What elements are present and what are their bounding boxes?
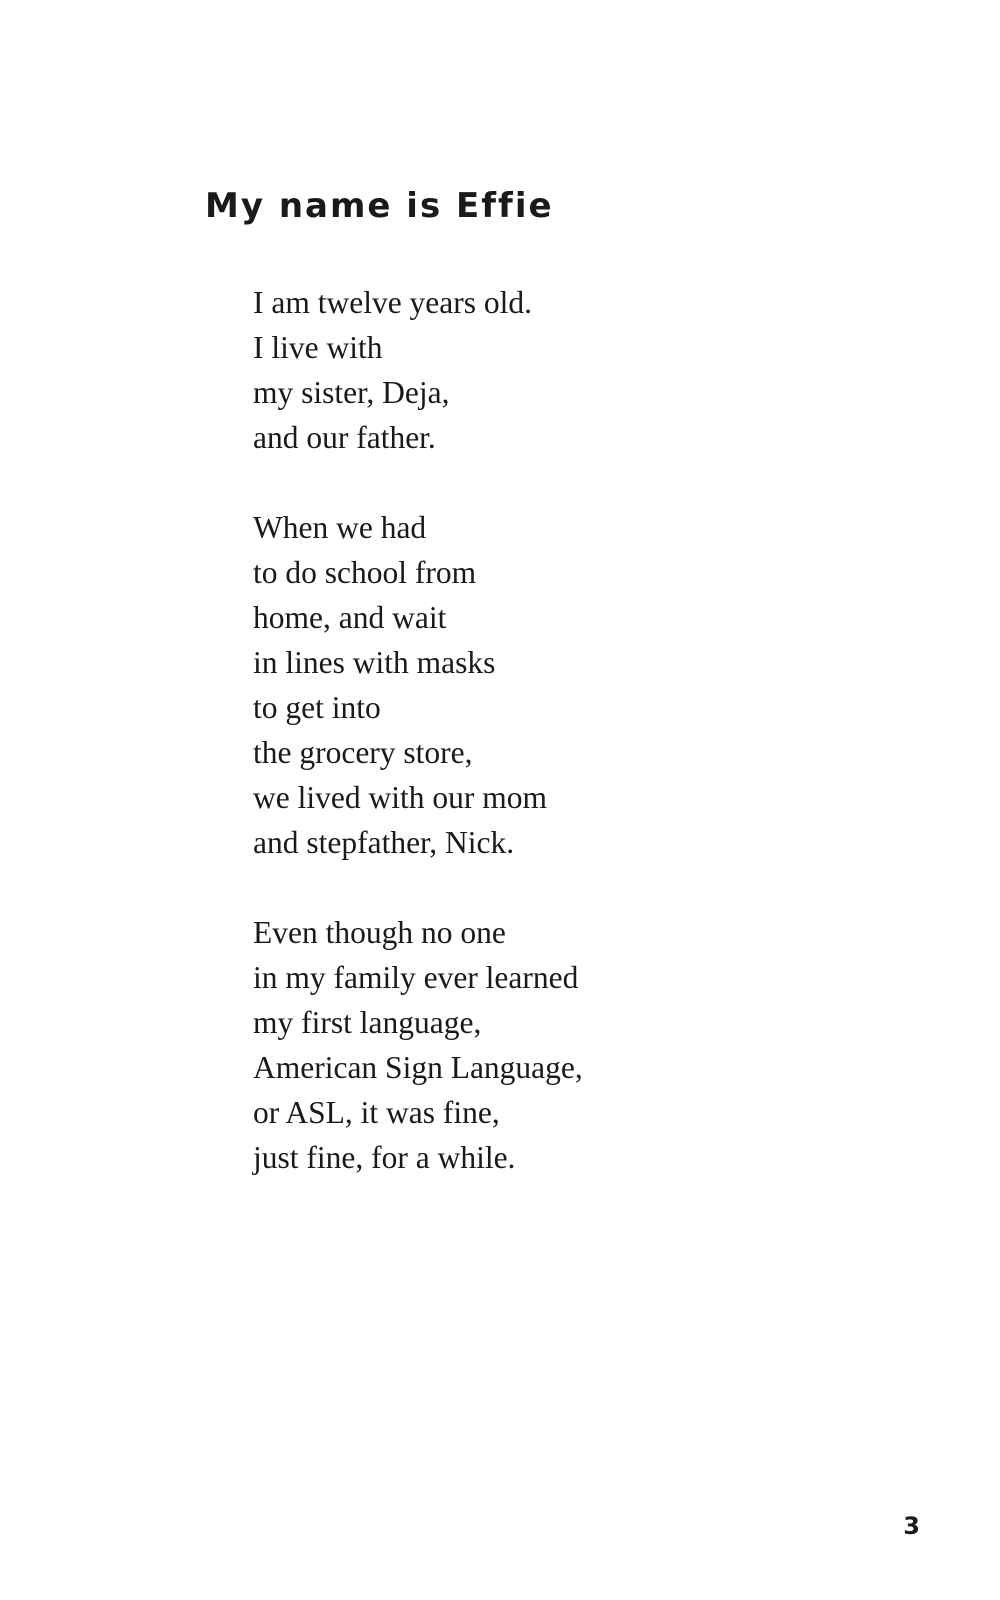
poem-line: or ASL, it was fine,	[253, 1095, 500, 1130]
poem-line: to do school from	[253, 555, 477, 590]
poem-title: My name is Effie	[205, 186, 554, 226]
poem-line: home, and wait	[253, 600, 447, 635]
poem-line: American Sign Language,	[253, 1050, 583, 1085]
poem-line: I live with	[253, 330, 383, 365]
poem-line: my first language,	[253, 1005, 482, 1040]
poem-body	[253, 280, 853, 1225]
poem-line: and our father.	[253, 420, 436, 455]
stanza-1	[253, 280, 853, 460]
poem-line: in lines with masks	[253, 645, 496, 680]
poem-line: just fine, for a while.	[253, 1140, 516, 1175]
poem-line: I am twelve years old.	[253, 285, 533, 320]
stanza-3	[253, 910, 853, 1180]
poem-line: the grocery store,	[253, 735, 473, 770]
page-number: 3	[903, 1512, 920, 1540]
poem-line: and stepfather, Nick.	[253, 825, 515, 860]
poem-line: we lived with our mom	[253, 780, 547, 815]
poem-line: in my family ever learned	[253, 960, 579, 995]
poem-line: my sister, Deja,	[253, 375, 450, 410]
stanza-2	[253, 505, 853, 865]
poem-line: When we had	[253, 510, 427, 545]
poem-line: Even though no one	[253, 915, 506, 950]
poem-line: to get into	[253, 690, 381, 725]
